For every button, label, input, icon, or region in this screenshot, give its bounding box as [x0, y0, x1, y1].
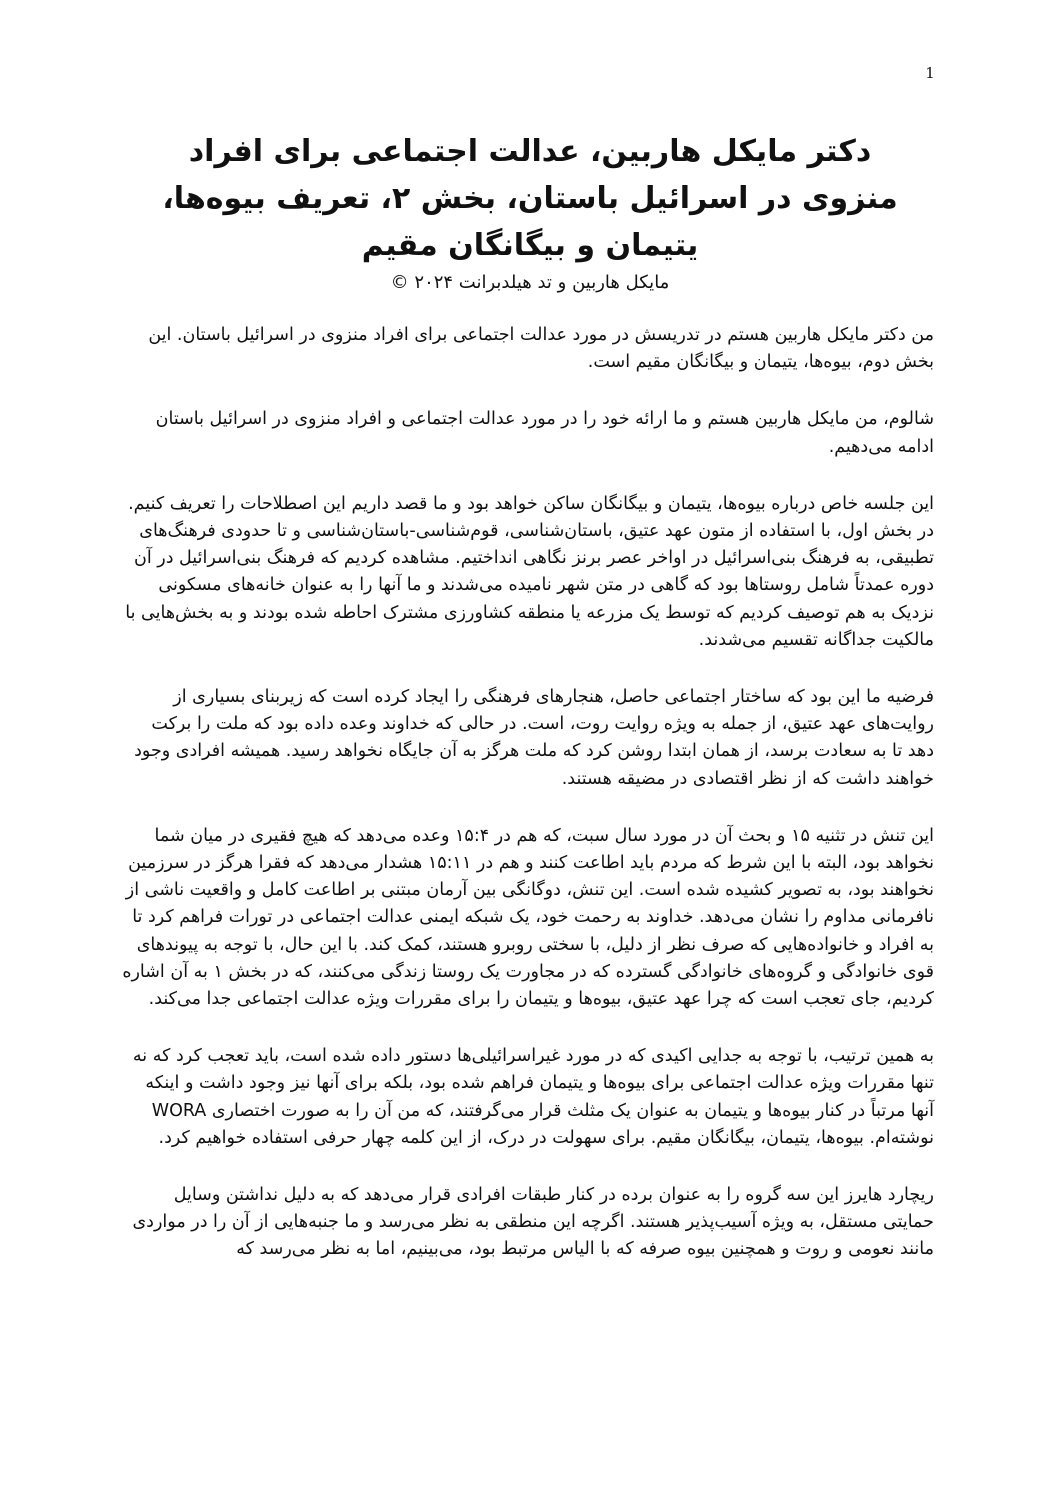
paragraph: این جلسه خاص درباره بیوه‌ها، یتیمان و بیگانگان ساکن خواهد بود و ما قصد داریم این اصطلاحات را تعریف کنیم. در بخش اول، با استفاده از متون عهد عتیق، باستان‌شناسی، قوم‌شناسی-باستان‌شناسی و تا حدودی فرهنگ‌های تطبیقی، به فرهنگ بنی‌اسرائیل در اواخر عصر برنز نگاهی انداختیم. مشاهده کردیم که فرهنگ بنی‌اسرائیل در آن دوره عمدتاً شامل روستاها بود که گاهی در متن شهر نامیده می‌شدند و ما آنها را به عنوان خانه‌های مسکونی نزدیک به هم توصیف کردیم که توسط یک مزرعه یا منطقه کشاورزی مشترک احاطه شده بودند و به بخش‌هایی با مالکیت جداگانه تقسیم می‌شدند.: [125, 493, 934, 650]
document-title: دکتر مایکل هاربین، عدالت اجتماعی برای افراد منزوی در اسرائیل باستان، بخش ۲، تعریف بیوه‌ها، یتیمان و بیگانگان مقیم: [162, 134, 898, 263]
copyright-line: مایکل هاربین و تد هیلدبرانت ۲۰۲۴ ©: [390, 272, 670, 293]
paragraph: من دکتر مایکل هاربین هستم در تدریسش در مورد عدالت اجتماعی برای افراد منزوی در اسرائیل باستان. این بخش دوم، بیوه‌ها، یتیمان و بیگانگان مقیم است.: [148, 325, 934, 373]
page-number: 1: [925, 64, 935, 82]
paragraph: فرضیه ما این بود که ساختار اجتماعی حاصل، هنجارهای فرهنگی را ایجاد کرده است که زیربنای بسیاری از روایت‌های عهد عتیق، از جمله به ویژه روایت روت، است. در حالی که خداوند وعده داده بود که ملت را برکت دهد تا به سعادت برسد، از همان ابتدا روشن کرد که ملت هرگز به آن جایگاه نخواهد رسید. همیشه افرادی وجود خواهند داشت که از نظر اقتصادی در مضیقه هستند.: [134, 687, 934, 789]
paragraph: این تنش در تثنیه ۱۵ و بحث آن در مورد سال سبت، که هم در ۱۵:۴ وعده می‌دهد که هیچ فقیری در میان شما نخواهد بود، البته با این شرط که مردم باید اطاعت کنند و هم در ۱۵:۱۱ هشدار می‌دهد که فقرا هرگز در سرزمین نخواهند بود، به تصویر کشیده شده است. این تنش، دوگانگی بین آرمان مبتنی بر اطاعت کامل و واقعیت ناشی از نافرمانی مداوم را نشان می‌دهد. خداوند به رحمت خود، یک شبکه ایمنی عدالت اجتماعی در تورات فراهم کرد تا به افراد و خانواده‌هایی که صرف نظر از دلیل، با سختی روبرو هستند، کمک کند. با این حال، با توجه به پیوندهای قوی خانوادگی و گروه‌های خانوادگی گسترده که در مجاورت یک روستا زندگی می‌کنند، که در بخش ۱ به آن اشاره کردیم، جای تعجب است که چرا عهد عتیق، بیوه‌ها و یتیمان را برای مقررات ویژه عدالت اجتماعی جدا می‌کند.: [122, 825, 934, 1010]
paragraph: شالوم، من مایکل هاربین هستم و ما ارائه خود را در مورد عدالت اجتماعی و افراد منزوی در اسرائیل باستان ادامه می‌دهیم.: [155, 409, 934, 457]
paragraph: به همین ترتیب، با توجه به جدایی اکیدی که در مورد غیراسرائیلی‌ها دستور داده شده است، باید تعجب کرد که نه تنها مقررات ویژه عدالت اجتماعی برای بیوه‌ها و یتیمان فراهم شده بود، بلکه برای آنها نیز وجود داشت و اینکه آنها مرتباً در کنار بیوه‌ها و یتیمان به عنوان یک مثلث قرار می‌گرفتند، که من آن را به صورت اختصاری WORA نوشته‌ام. بیوه‌ها، یتیمان، بیگانگان مقیم. برای سهولت در درک، از این کلمه چهار حرفی استفاده خواهیم کرد.: [132, 1046, 934, 1148]
paragraph: ریچارد هایرز این سه گروه را به عنوان برده در کنار طبقات افرادی قرار می‌دهد که به دلیل نداشتن وسایل حمایتی مستقل، به ویژه آسیب‌پذیر هستند. اگرچه این منطقی به نظر می‌رسد و ما جنبه‌هایی از آن را در مواردی مانند نعومی و روت و همچنین بیوه صرفه که با الیاس مرتبط بود، می‌بینیم، اما به نظر می‌رسد که: [132, 1185, 934, 1260]
body-text: [122, 322, 934, 1294]
